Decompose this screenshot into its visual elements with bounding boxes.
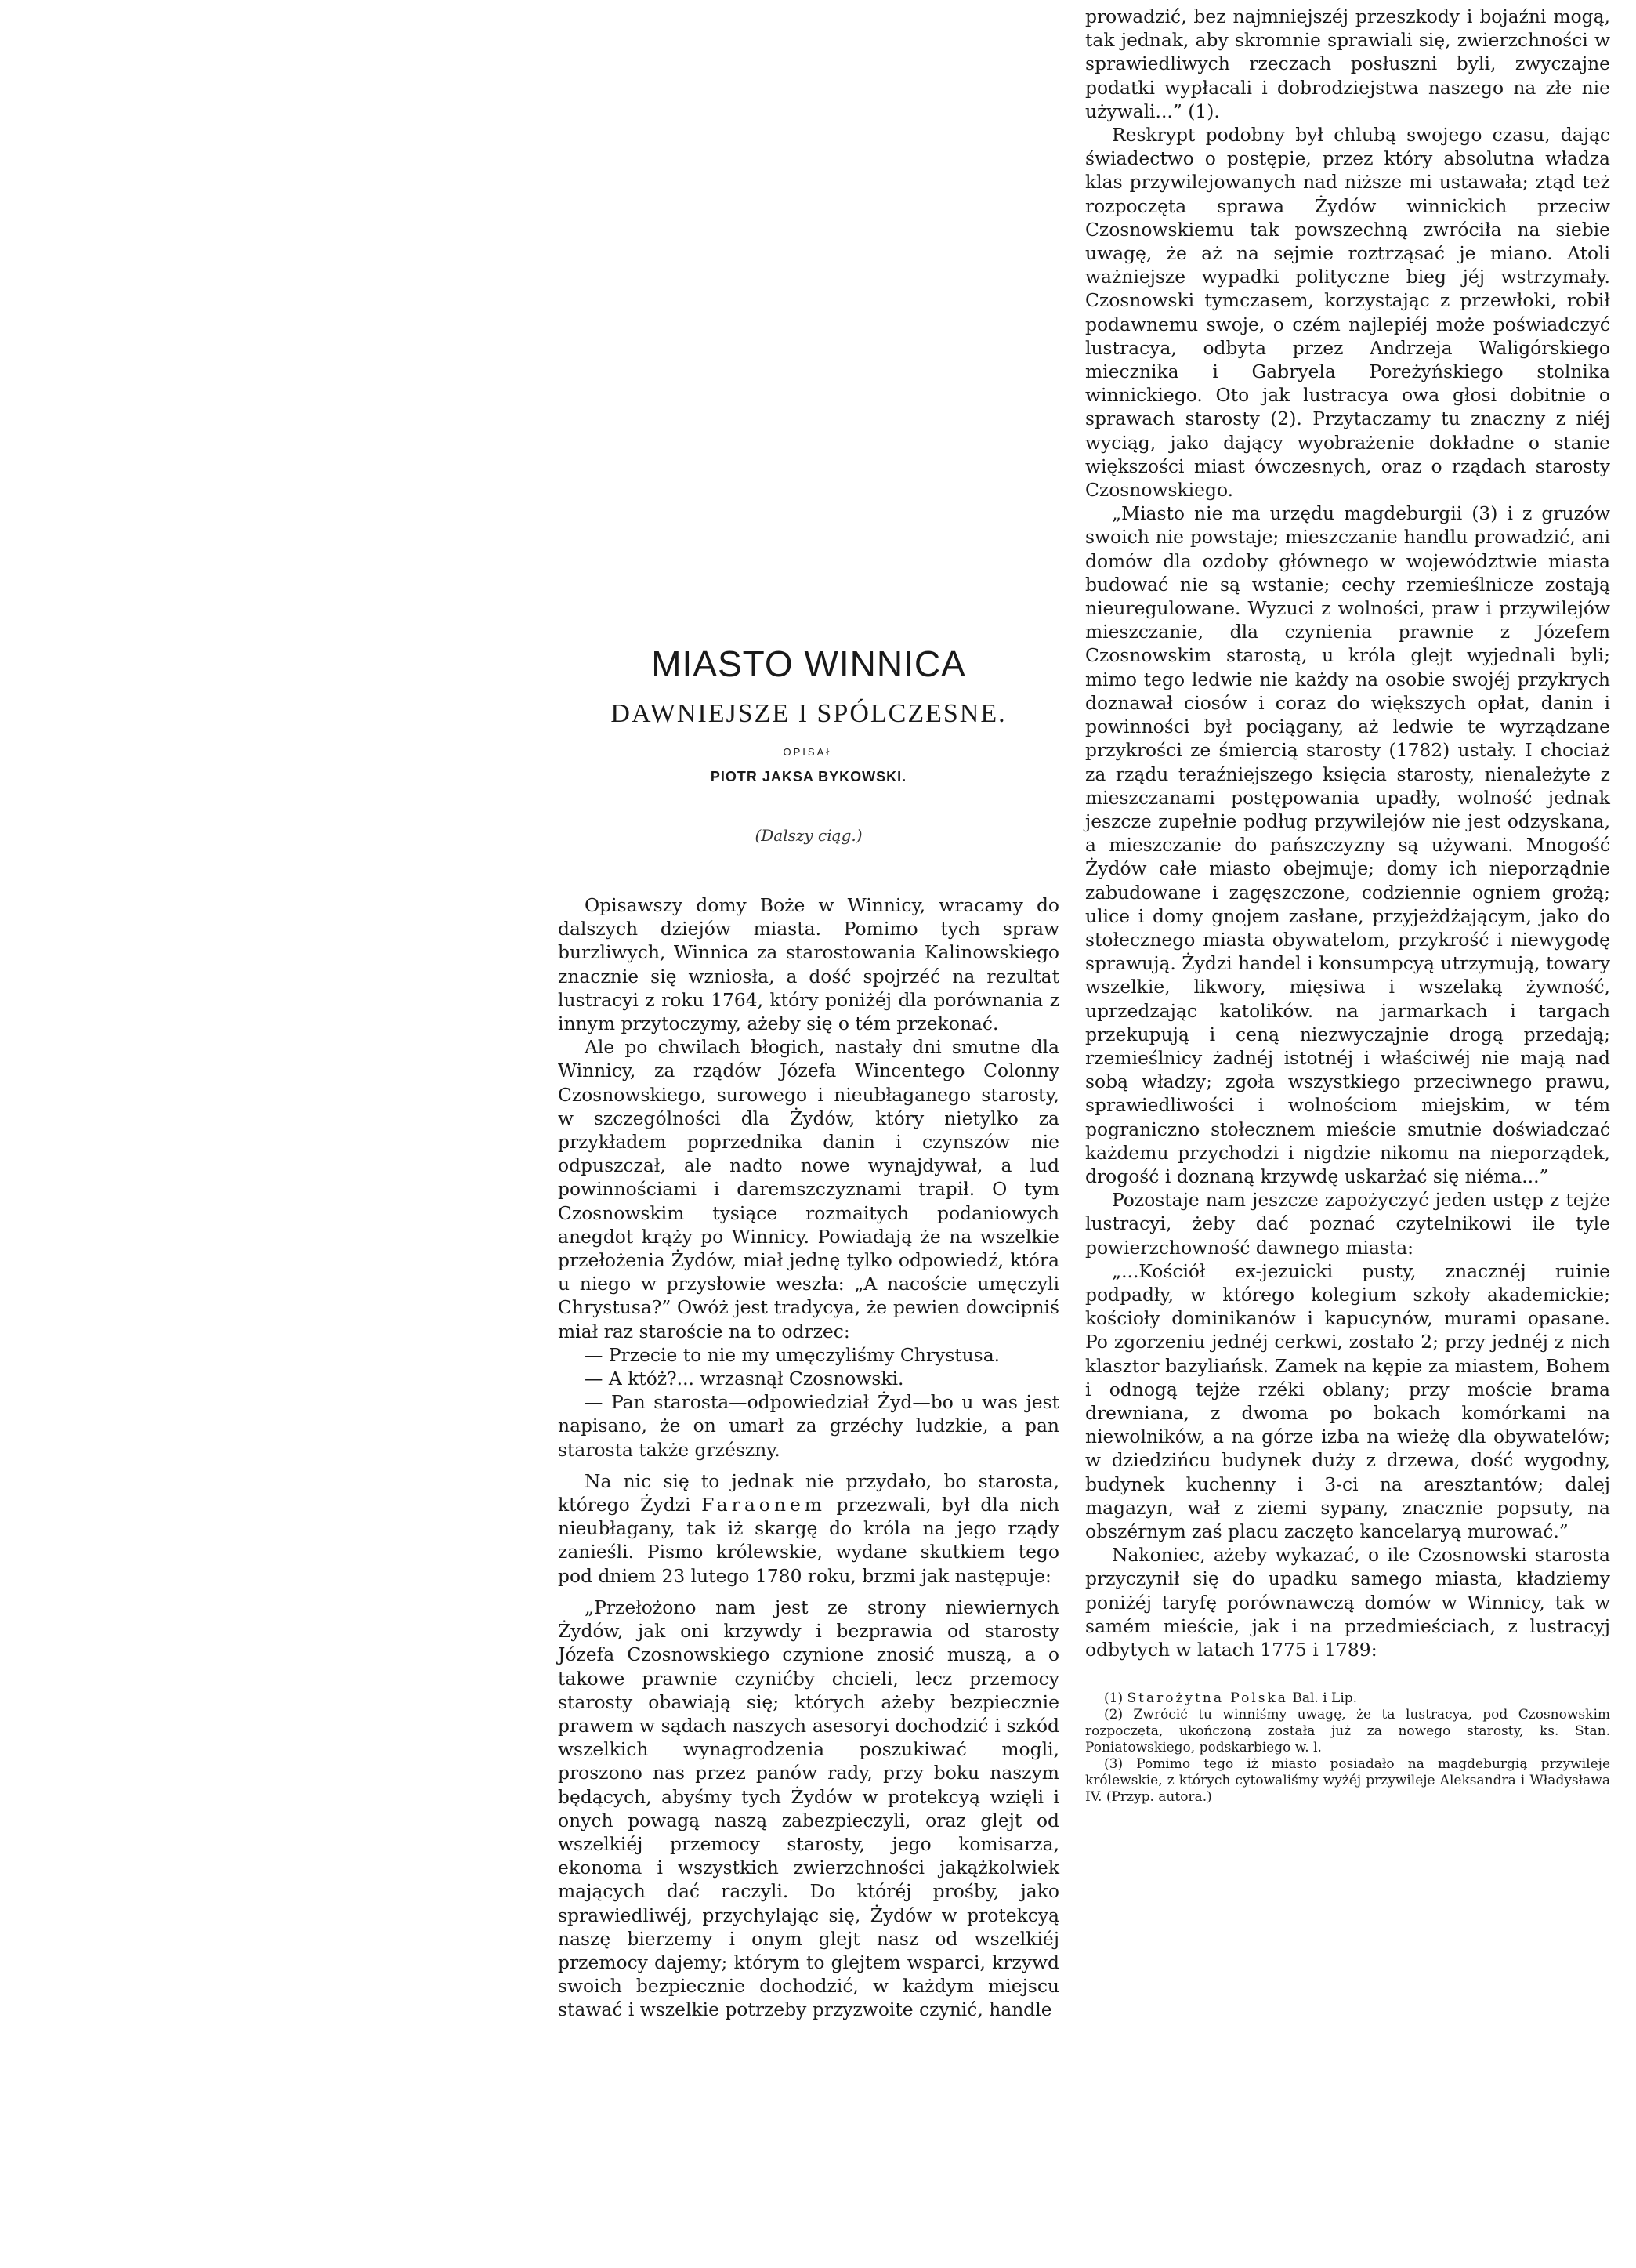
paragraph: Nakoniec, ażeby wykazać, o ile Czosnowski starosta przyczynił się do upadku samego miasta, kładziemy poniżéj taryfę porównawczą domów w Winnicy, tak w samém mieście, jak i na przedmieściach, z lustracyj odbytych w latach 1775 i 1789:: [1085, 1544, 1610, 1661]
quote-continuation: prowadzić, bez najmniejszéj przeszkody i bojaźni mogą, tak jednak, aby skromnie sprawiali się, zwierzchności w sprawiedliwych rzeczach posłuszni byli, zwyczajne podatki wypłacali i dobrodziejstwa naszego na złe nie używali...” (1).: [1085, 5, 1610, 122]
dialogue-line: — Pan starosta—odpowiedział Żyd—bo u was jest napisano, że on umarł za grzéchy ludzkie, a pan starosta także grzészny.: [558, 1391, 1059, 1461]
paragraph: Pozostaje nam jeszcze zapożyczyć jeden ustęp z tejże lustracyi, żeby dać poznać czytelnikowi ile tyle powierzchowność dawnego miasta:: [1085, 1189, 1610, 1259]
paragraph: Na nic się to jednak nie przydało, bo starosta, którego Żydzi Faraonem przezwali, był dla nich nieubłagany, tak iż skargę do króla na jego rządy zanieśli. Pismo królewskie, wydane skutkiem tego pod dniem 23 lutego 1780 roku, brzmi jak następuje:: [558, 1469, 1060, 1587]
footnote: (2) Zwrócić tu winniśmy uwagę, że ta lustracya, pod Czosnowskim rozpoczęta, ukończoną została już za nowego starosty, ks. Stan. Poniatowskiego, podskarbiego w. l.: [1085, 1707, 1610, 1756]
paragraph: Ale po chwilach błogich, nastały dni smutne dla Winnicy, za rządów Józefa Wincentego Colonny Czosnowskiego, surowego i nieubłaganego starosty, w szczególności dla Żydów, który nietylko za przykładem poprzednika danin i czynszów nie odpuszczał, ale nadto nowe wynajdywał, a lud powinnościami i daremszczyznami trapił. O tym Czosnowskim tysiące rozmaitych podaniowych anegdot krąży po Winnicy. Powiadają że na wszelkie przełożenia Żydów, miał jednę tylko odpowiedź, która u niego w przysłowie weszła: „A nacoście umęczyli Chrystusa?” Owóż jest tradycya, że pewien dowcipniś miał raz staroście na to odrzec:: [558, 1036, 1059, 1342]
paragraph: Opisawszy domy Boże w Winnicy, wracamy do dalszych dziejów miasta. Pomimo tych spraw burzliwych, Winnica za starostowania Kalinowskiego znacznie się wzniosła, a dość spojrzéć na rezultat lustracyi z roku 1764, który poniżéj dla porównania z innym przytoczymy, ażeby się o tém przekonać.: [558, 894, 1059, 1035]
article-title: MIASTO WINNICA: [651, 643, 966, 684]
footnote: (3) Pomimo tego iż miasto posiadało na magdeburgią przywileje królewskie, z których cytowaliśmy wyżéj przywileje Aleksandra i Władysława IV. (Przyp. autora.): [1085, 1756, 1610, 1806]
byline-label: OPISAŁ: [783, 746, 834, 758]
footnote: (1) Starożytna Polska Bal. i Lip.: [1104, 1690, 1358, 1707]
dialogue-line: — Przecie to nie my umęczyliśmy Chrystusa.: [585, 1343, 1001, 1366]
spaced-word: Faraonem: [701, 1494, 826, 1516]
paragraph: Reskrypt podobny był chlubą swojego czasu, dając świadectwo o postępie, przez który absolutna władza klas przywilejowanych nad niższe mi ustawała; ztąd też rozpoczęta sprawa Żydów winnickich przeciw Czosnowskiemu tak powszechną zwróciła na siebie uwagę, że aż na sejmie roztrząsać je miano. Atoli ważniejsze wypadki polityczne bieg jéj wstrzymały. Czosnowski tymczasem, korzystając z przewłoki, robił podawnemu swoje, o czém najlepiéj może poświadczyć lustracya, odbyta przez Andrzeja Waligórskiego miecznika i Gabryela Poreżyńskiego stolnika winnickiego. Oto jak lustracya owa głosi dobitnie o sprawach starosty (2). Przytaczamy tu znaczny z niéj wyciąg, jako dający wyobrażenie dokładne o stanie większości miast ówczesnych, oraz o rządach starosty Czosnowskiego.: [1085, 124, 1610, 502]
continuation-note: (Dalszy ciąg.): [755, 826, 863, 845]
left-column: [558, 893, 1059, 2022]
article-header: [558, 643, 1059, 845]
article-subtitle: DAWNIEJSZE I SPÓLCZESNE.: [610, 699, 1007, 728]
footnotes: [1085, 1690, 1610, 1806]
royal-letter-quote: „Przełożono nam jest ze strony niewiernych Żydów, jak oni krzywdy i bezprawia od starosty Józefa Czosnowskiego czynione znosić muszą, a o takowe prawnie czynićby chcieli, lecz przemocy starosty obawiają się; których ażeby bezpiecznie prawem w sądach naszych asesoryi dochodzić i szkód wszelkich wynagrodzenia poszukiwać mogli, proszono nas przez panów rady, przy boku naszym będących, abyśmy tych Żydów w protekcyą wzięli i onych powagą naszą zabezpieczyli, oraz glejt od wszelkiéj przemocy starosty, jego komisarza, ekonoma i wszystkich zwierzchności jakążkolwiek mających dać raczyli. Do któréj prośby, jako sprawiedliwéj, przychylając się, Żydów w protekcyą naszę bierzemy i onym glejt nasz od wszelkiéj przemocy dajemy; którym to glejtem wsparci, krzywd swoich bezpiecznie dochodzić, w każdym miejscu stawać i wszelkie potrzeby przyzwoite czynić, handle: [558, 1596, 1059, 2021]
lustration-quote: „Miasto nie ma urzędu magdeburgii (3) i z gruzów swoich nie powstaje; mieszczanie handlu prowadzić, ani domów dla ozdoby głównego w województwie miasta budować nie są wstanie; cechy rzemieślnicze zostają nieuregulowane. Wyzuci z wolności, praw i przywilejów mieszczanie, dla czynienia prawnie z Józefem Czosnowskim starostą, u króla glejt wyjednali byli; mimo tego ledwie nie każdy na osobie swojéj przykrych doznawał ciosów i coraz do większych opłat, danin i powinności był pociągany, aż ledwie te wyrządzane przykrości ze śmiercią starosty (1782) ustały. I chociaż za rządu teraźniejszego księcia starosty, nienależyte z mieszczanami postępowania upadły, wolność jednak jeszcze zupełnie podług przywilejów nie jest odzyskana, a mieszczanie do pańszczyzny są używani. Mnogość Żydów całe miasto obejmuje; domy ich nieporządnie zabudowane i zagęszczone, codziennie ogniem grożą; ulice i domy gnojem zasłane, przyjeżdżającym, jako do stołecznego miasta obywatelom, przykrość i niewygodę sprawują. Żydzi handel i konsumpcyą utrzymują, towary wszelkie, likwory, mięsiwa i wszelaką żywność, uprzedzając katolików. na jarmarkach i targach przekupują i ceną niezwyczajnie drogą przedają; rzemieślnicy żadnéj istotnéj i właściwéj nie mają nad sobą władzy; zgoła wszystkiego przeciwnego prawu, sprawiedliwości i wolnościom miejskim, w tém pograniczno stołecznem mieście smutnie doświadczać każdemu przychodzi i nigdzie nikomu na nieporządek, drogość i doznaną krzywdę uskarżać się niéma...”: [1085, 502, 1610, 1187]
dialogue-line: — A któż?... wrzasnął Czosnowski.: [585, 1368, 904, 1390]
author-name: PIOTR JAKSA BYKOWSKI.: [710, 769, 907, 784]
lustration-quote: „...Kościół ex-jezuicki pusty, znacznéj ruinie podpadły, w którego kolegium szkoły akademickie; kościoły dominikanów i kapucynów, murami opasane. Po zgorzeniu jednéj cerkwi, zostało 2; przy jednéj z nich klasztor bazyliańsk. Zamek na kępie za miastem, Bohem i odnogą tejże rzéki oblany; przy moście brama drewniana, z dwoma po bokach komórkami na niewolników, a na górze izba na wieżę dla obywatelów; w dziedzińcu budynek duży z drzewa, dość wygodny, budynek kuchenny i 3-ci na aresztantów; dalej magazyn, wał z ziemi sypany, znacznie popsuty, na obszérnym zaś placu zaczęto kancelaryą murować.”: [1085, 1259, 1610, 1542]
right-column: [1085, 5, 1610, 1806]
